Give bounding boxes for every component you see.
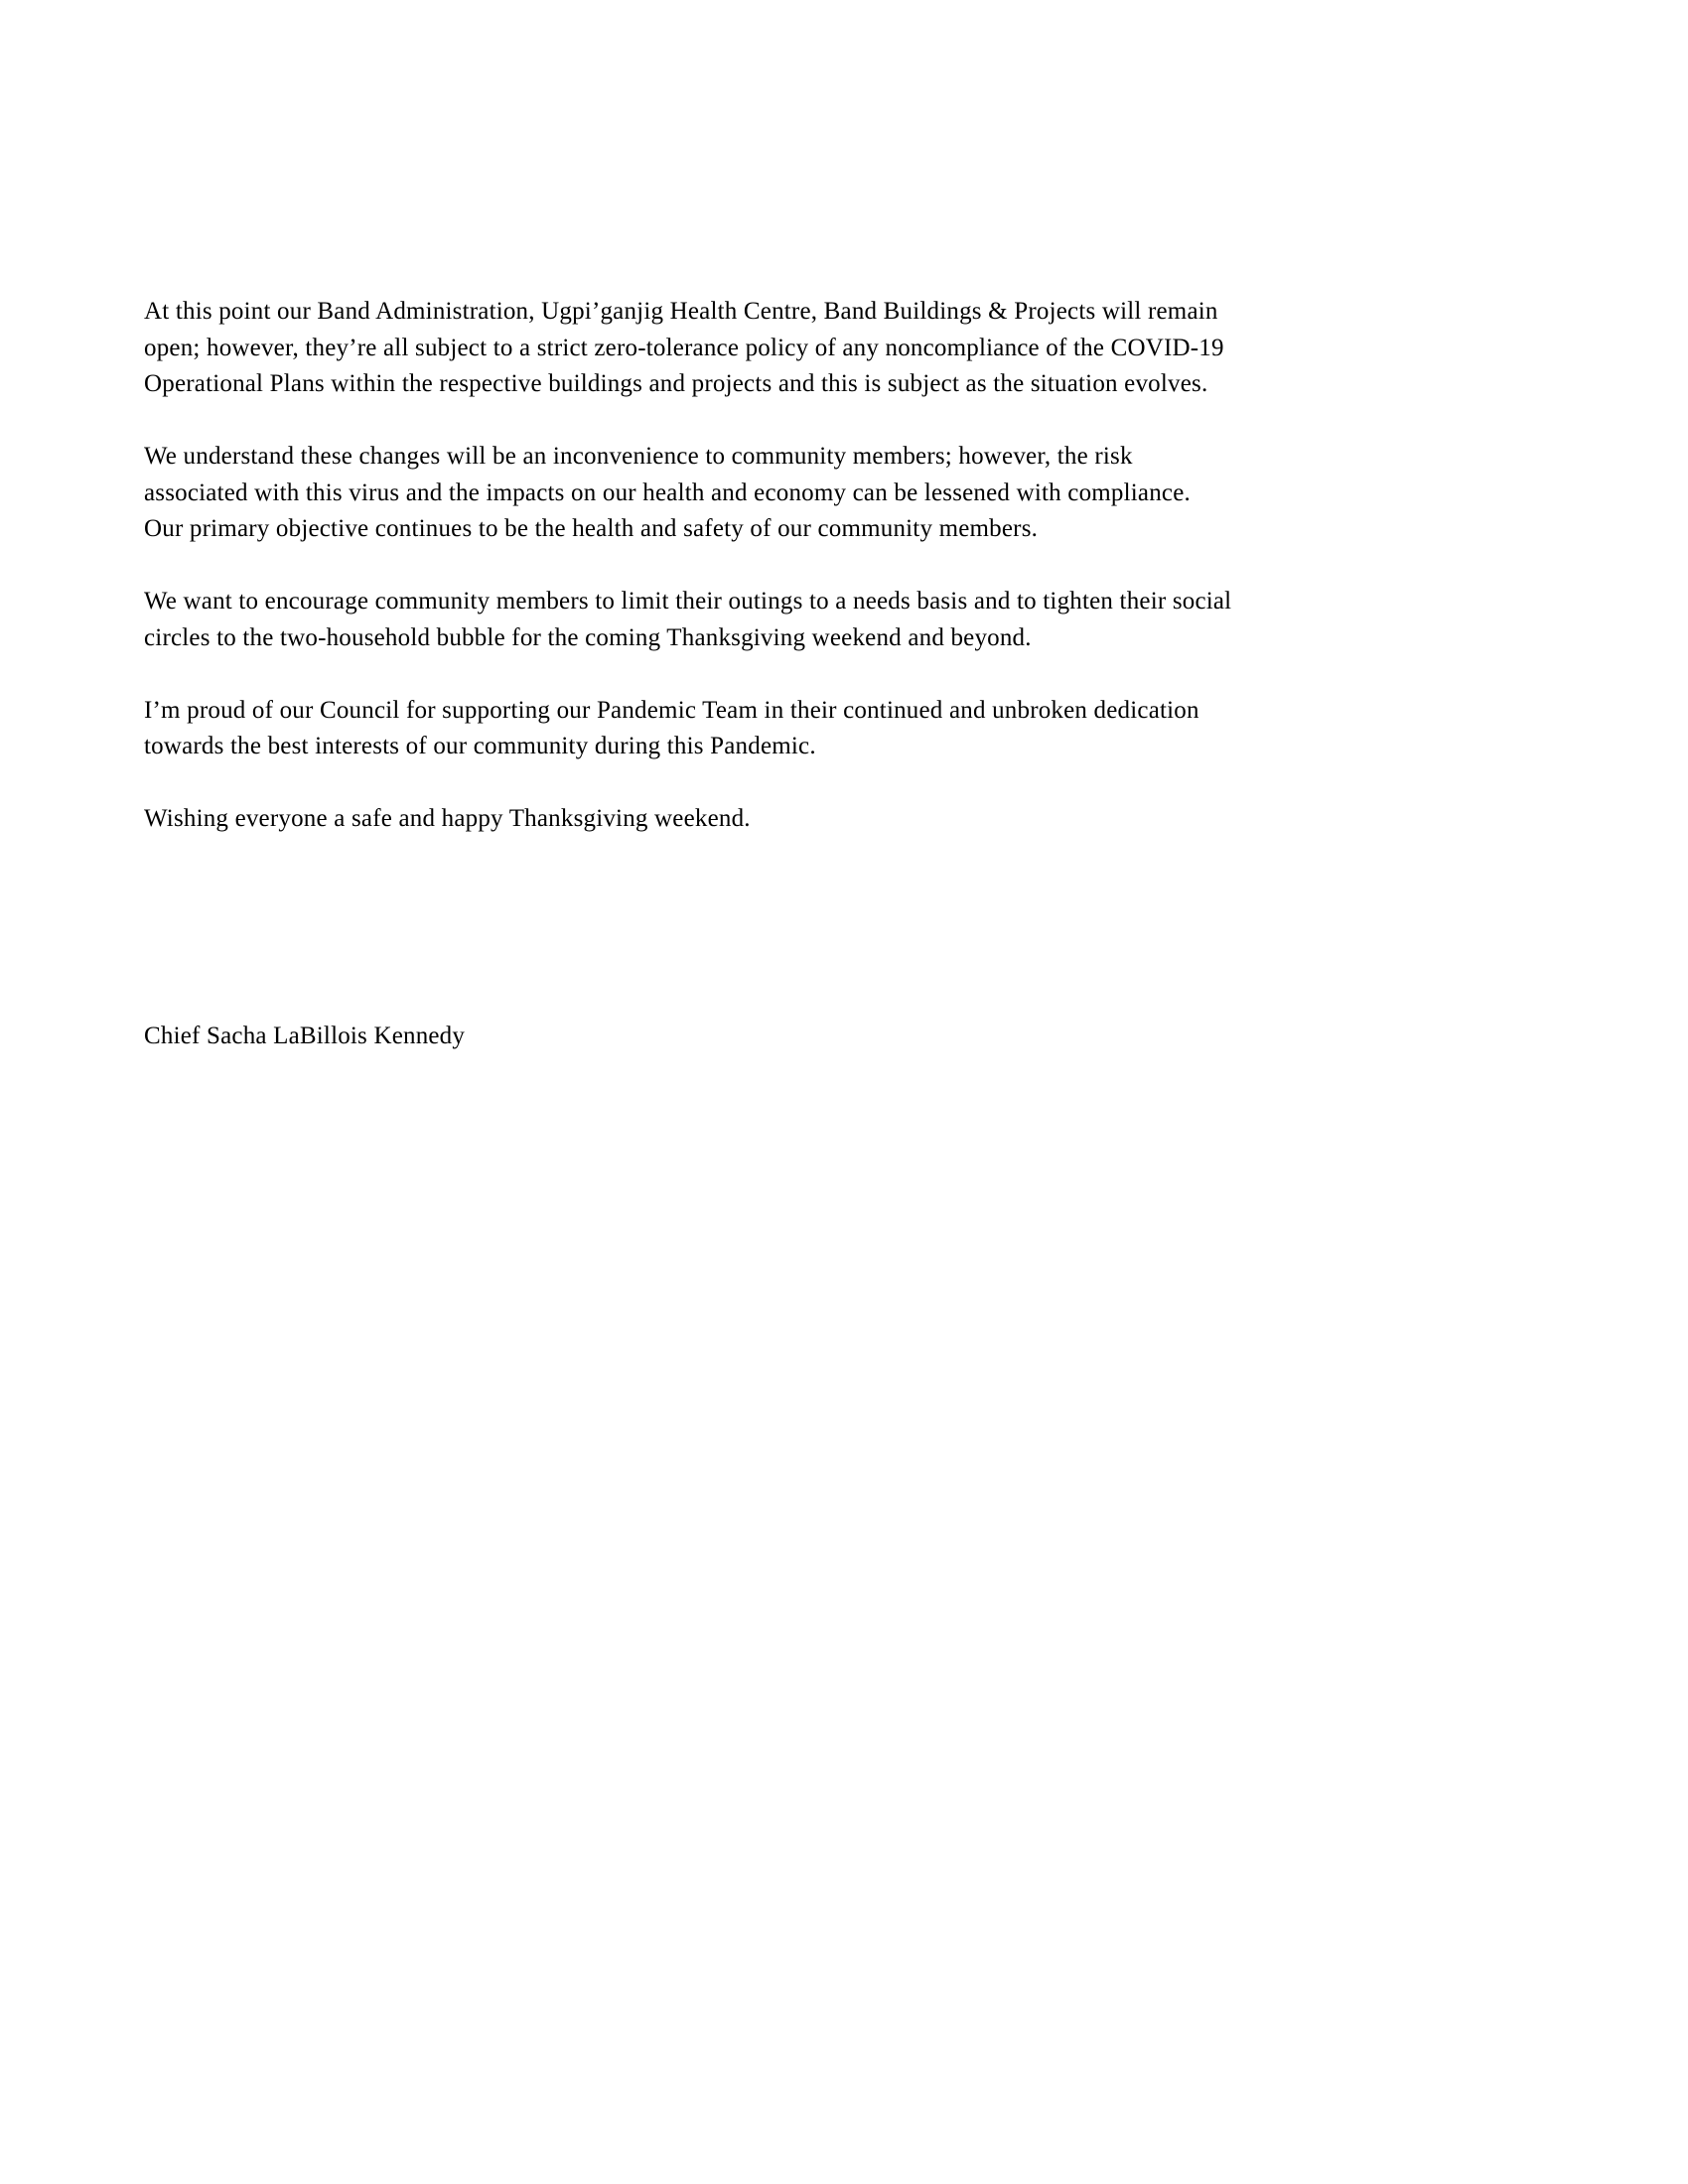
paragraph-buildings-open bbox=[144, 294, 1534, 403]
text-line: circles to the two-household bubble for the coming Thanksgiving weekend and beyond. bbox=[144, 623, 1032, 651]
signature-name: Chief Sacha LaBillois Kennedy bbox=[144, 1022, 466, 1049]
text-line: I’m proud of our Council for supporting our Pandemic Team in their continued and unbroken dedication bbox=[144, 696, 1199, 724]
text-line: open; however, they’re all subject to a strict zero-tolerance policy of any noncompliance of the COVID-19 bbox=[144, 334, 1224, 361]
text-line: associated with this virus and the impacts on our health and economy can be lessened with compliance. bbox=[144, 478, 1191, 506]
text-line: Operational Plans within the respective buildings and projects and this is subject as the situation evolves. bbox=[144, 370, 1208, 397]
text-line: At this point our Band Administration, Ugpi’ganjig Health Centre, Band Buildings & Projects will remain bbox=[144, 298, 1218, 325]
paragraph-wishing-safe-weekend bbox=[144, 801, 1534, 838]
paragraph-encourage-limit-outings bbox=[144, 584, 1534, 656]
signature bbox=[144, 1019, 1534, 1055]
paragraph-proud-of-council bbox=[144, 693, 1534, 765]
text-line: towards the best interests of our community during this Pandemic. bbox=[144, 733, 816, 759]
text-line: We want to encourage community members to limit their outings to a needs basis and to tighten their social bbox=[144, 588, 1232, 614]
letter-body bbox=[144, 294, 1534, 1091]
paragraph-understand-changes bbox=[144, 439, 1534, 548]
text-line: Wishing everyone a safe and happy Thanksgiving weekend. bbox=[144, 805, 751, 832]
text-line: We understand these changes will be an inconvenience to community members; however, the risk bbox=[144, 443, 1133, 470]
text-line: Our primary objective continues to be the health and safety of our community members. bbox=[144, 515, 1039, 542]
